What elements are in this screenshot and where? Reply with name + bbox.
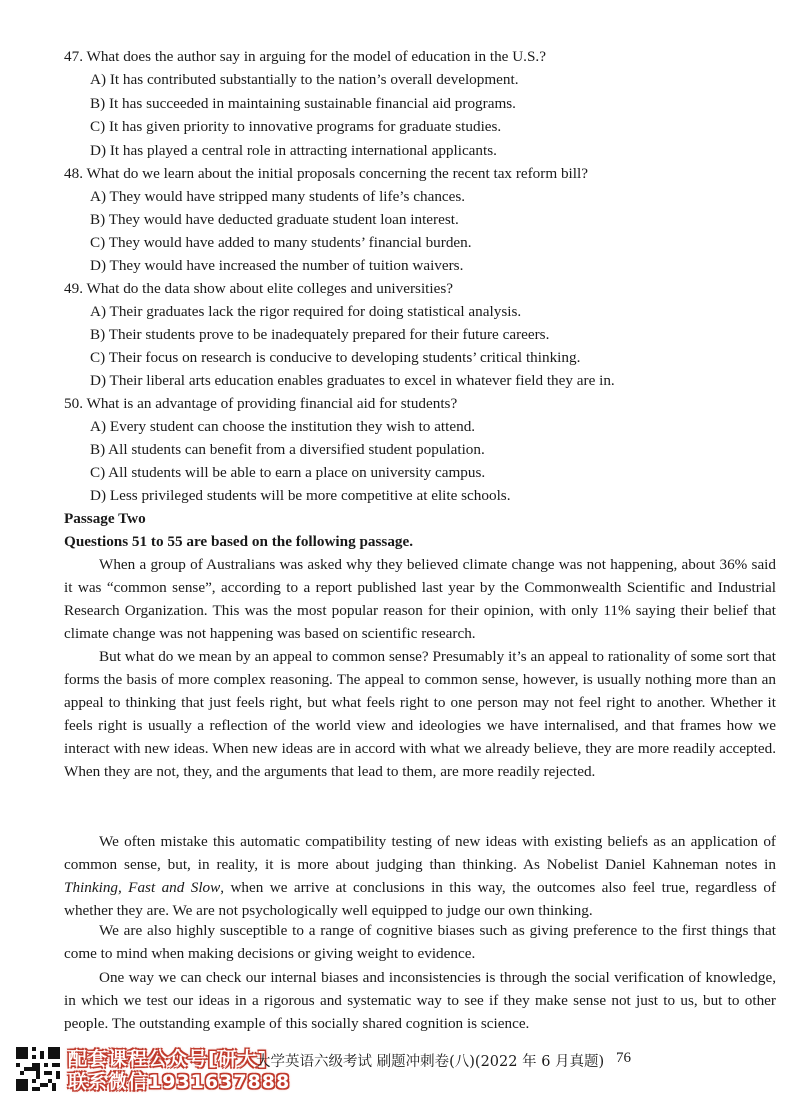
footer-title: 大学英语六级考试 刷题冲刺卷(八)(2022 年 6 月真题) bbox=[256, 1054, 605, 1070]
question-47-stem: 47. What does the author say in arguing for the model of education in the U.S.? bbox=[64, 48, 546, 65]
page-number: 76 bbox=[616, 1050, 631, 1066]
question-48-option-b: B) They would have deducted graduate student loan interest. bbox=[90, 211, 459, 228]
question-49-option-c: C) Their focus on research is conducive to developing students’ critical thinking. bbox=[90, 349, 581, 366]
question-49-option-b: B) Their students prove to be inadequately prepared for their future careers. bbox=[90, 326, 550, 343]
question-50-stem: 50. What is an advantage of providing financial aid for students? bbox=[64, 395, 458, 412]
passage-instruction: Questions 51 to 55 are based on the following passage. bbox=[64, 533, 414, 550]
passage-paragraph-3-part-a: We often mistake this automatic compatibility testing of new ideas with existing beliefs as an application of common sense, but, in reality, it is more about judging than thinking. As Nobelist Daniel Kahneman notes in bbox=[64, 833, 776, 874]
question-50-option-c: C) All students will be able to earn a place on university campus. bbox=[90, 464, 486, 481]
question-50-option-a: A) Every student can choose the institution they wish to attend. bbox=[90, 418, 476, 435]
page-footer bbox=[16, 1046, 786, 1094]
passage-paragraph-3 bbox=[64, 830, 776, 922]
passage-title: Passage Two bbox=[64, 510, 146, 527]
question-49-stem: 49. What do the data show about elite colleges and universities? bbox=[64, 280, 454, 297]
question-50-option-d: D) Less privileged students will be more competitive at elite schools. bbox=[90, 487, 511, 504]
question-48-option-a: A) They would have stripped many students of life’s chances. bbox=[90, 188, 466, 205]
question-48-stem: 48. What do we learn about the initial proposals concerning the recent tax reform bill? bbox=[64, 165, 588, 182]
question-47-option-b: B) It has succeeded in maintaining sustainable financial aid programs. bbox=[90, 95, 516, 112]
book-title: Thinking, Fast and Slow bbox=[64, 879, 221, 897]
question-49-option-a: A) Their graduates lack the rigor required for doing statistical analysis. bbox=[90, 303, 522, 320]
passage-paragraph-5: One way we can check our internal biases and inconsistencies is through the social verification of knowledge, in which we test our ideas in a rigorous and systematic way to see if they make sense not just to us, but to other people. The outstanding example of this socially shared cognition is science. bbox=[64, 969, 776, 1033]
question-50-option-b: B) All students can benefit from a diversified student population. bbox=[90, 441, 485, 458]
question-49-option-d: D) Their liberal arts education enables graduates to excel in whatever field they are in. bbox=[90, 372, 615, 389]
question-47-option-a: A) It has contributed substantially to the nation’s overall development. bbox=[90, 71, 519, 88]
question-48-option-c: C) They would have added to many students’ financial burden. bbox=[90, 234, 472, 251]
qr-code-icon bbox=[16, 1046, 60, 1092]
question-47-option-d: D) It has played a central role in attracting international applicants. bbox=[90, 142, 497, 159]
passage-paragraph-1: When a group of Australians was asked why they believed climate change was not happening, about 36% said it was “common sense”, according to a report published last year by the Commonwealth Scientific and Industrial Research Organization. This was the most popular reason for their opinion, with only 11% saying their belief that climate change was not happening was based on scientific research. bbox=[64, 556, 776, 643]
promo-banner-line-1: 配套课程公众号[研大] bbox=[68, 1048, 268, 1070]
question-47-option-c: C) It has given priority to innovative programs for graduate studies. bbox=[90, 118, 502, 135]
passage-paragraph-4: We are also highly susceptible to a range of cognitive biases such as giving preference to the first things that come to mind when making decisions or giving weight to evidence. bbox=[64, 922, 776, 963]
passage-paragraph-2: But what do we mean by an appeal to common sense? Presumably it’s an appeal to rationality of some sort that forms the basis of more complex reasoning. The appeal to common sense, however, is usually nothing more than an appeal to thinking that just feels right, but what feels right to one person may not feel right to another. Whether it feels right is usually a reflection of the world view and ideologies we have internalised, and that frames how we interact with new ideas. When new ideas are in accord with what we already believe, they are more readily accepted. When they are not, they, and the arguments that lead to them, are more readily rejected. bbox=[64, 648, 776, 781]
passage-paragraph-3-part-b: , when we arrive at conclusions in this way, the outcomes also feel true, regardless of whether they are. We are not psychologically well equipped to judge our own thinking. bbox=[64, 879, 776, 920]
promo-banner-line-2: 联系微信1931637888 bbox=[68, 1071, 291, 1093]
question-48-option-d: D) They would have increased the number of tuition waivers. bbox=[90, 257, 464, 274]
